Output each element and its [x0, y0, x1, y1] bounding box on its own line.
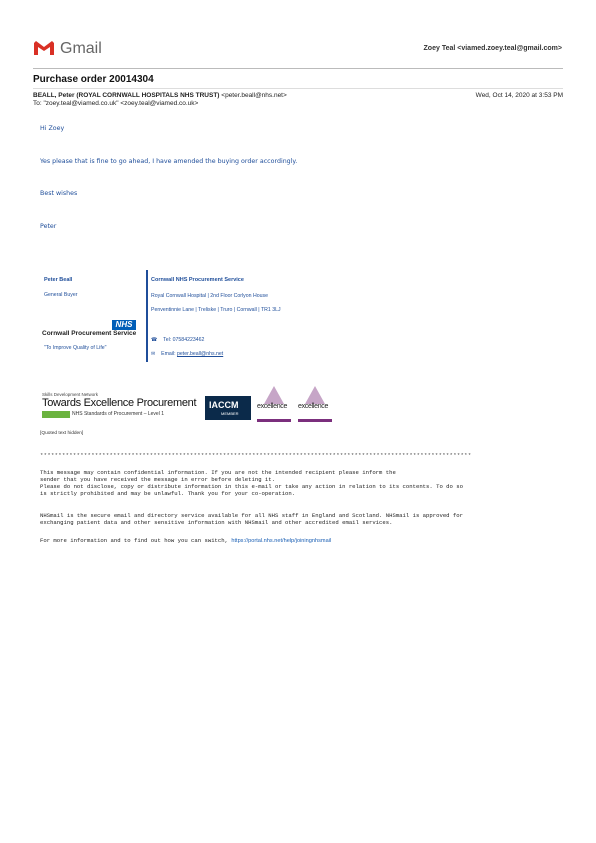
account-label: Zoey Teal <viamed.zoey.teal@gmail.com> — [423, 45, 562, 52]
nhsmail-notice: NHSmail is the secure email and directory service available for all NHS staff in England and Scotland. NHSmail is approved for exchanging patient data and other sensitive information with NHSmail and other accredited email services. — [40, 512, 463, 526]
tel-text: Tel: 07584223462 — [163, 337, 205, 343]
email-from — [33, 92, 287, 99]
signature-motto: "To Improve Quality of Life" — [44, 345, 107, 351]
iaccm-badge — [205, 396, 251, 420]
confidentiality-notice: This message may contain confidential information. If you are not the intended recipient please inform the sender that you have received the message in error before deleting it. Please do not disclose, copy or distribute information in this e-mail or take any action in relation to its contents. To do so is strictly prohibited and may be unlawful. Thank you for your co-operation. — [40, 469, 463, 497]
tex-title: Towards Excellence Procurement — [42, 397, 197, 409]
tex-bar — [42, 411, 70, 418]
signature-email — [151, 351, 223, 357]
body-name: Peter — [40, 223, 57, 230]
sender-name: BEALL, Peter (ROYAL CORNWALL HOSPITALS NHS TRUST) — [33, 92, 220, 99]
triangle-icon — [305, 386, 325, 404]
signature-role: General Buyer — [44, 292, 78, 298]
excellence-badge-2 — [296, 386, 334, 422]
excellence-badge-1 — [255, 386, 293, 422]
excellence-text: excellence — [257, 403, 288, 410]
nhs-badge: NHS — [112, 320, 136, 330]
tex-level: NHS Standards of Procurement – Level 1 — [72, 411, 164, 417]
body-greeting: Hi Zoey — [40, 125, 65, 132]
email-subject: Purchase order 20014304 — [33, 74, 154, 85]
towards-excellence-badge — [40, 392, 195, 420]
signature-tel — [151, 337, 204, 343]
signature-name: Peter Beall — [44, 277, 73, 283]
tex-subtitle: Skills Development Network — [42, 392, 99, 397]
nhsmail-link[interactable]: https://portal.nhs.net/help/joiningnhsmail — [231, 538, 332, 544]
gmail-brand: Gmail — [60, 40, 102, 57]
gmail-logo-icon — [33, 40, 55, 56]
email-date: Wed, Oct 14, 2020 at 3:53 PM — [475, 92, 563, 99]
triangle-icon — [264, 386, 284, 404]
cornwall-procurement-logo — [42, 320, 136, 338]
signature-address-1: Royal Cornwall Hospital | 2nd Floor Corlyon House — [151, 293, 268, 299]
more-info — [40, 537, 331, 544]
divider — [33, 88, 563, 89]
sender-address: <peter.beall@nhs.net> — [221, 92, 287, 99]
divider — [33, 68, 563, 69]
badge-bar — [298, 419, 332, 422]
iaccm-sub: MEMBER — [221, 411, 239, 416]
email-to: To: "zoey.teal@viamed.co.uk" <zoey.teal@viamed.co.uk> — [33, 100, 199, 107]
body-signoff: Best wishes — [40, 190, 78, 197]
quoted-text-toggle[interactable]: [Quoted text hidden] — [40, 431, 84, 436]
separator-stars: ********************************************************************************************************************** — [40, 452, 472, 459]
badge-bar — [257, 419, 291, 422]
phone-icon: ☎ — [151, 337, 158, 343]
more-info-text: For more information and to find out how you can switch, — [40, 537, 232, 544]
iaccm-title: IACCM — [209, 400, 239, 410]
signature-org: Cornwall NHS Procurement Service — [151, 277, 244, 283]
body-text: Yes please that is fine to go ahead, I have amended the buying order accordingly. — [40, 158, 298, 165]
signature-divider — [146, 270, 148, 362]
envelope-icon: ✉ — [151, 351, 156, 357]
email-label: Email: — [161, 351, 177, 357]
logo-text: Cornwall Procurement Service — [42, 330, 137, 337]
excellence-text: excellence — [298, 403, 329, 410]
email-link[interactable]: peter.beall@nhs.net — [176, 351, 224, 357]
signature-address-2: Penventinnie Lane | Treliske | Truro | Cornwall | TR1 3LJ — [151, 307, 281, 313]
